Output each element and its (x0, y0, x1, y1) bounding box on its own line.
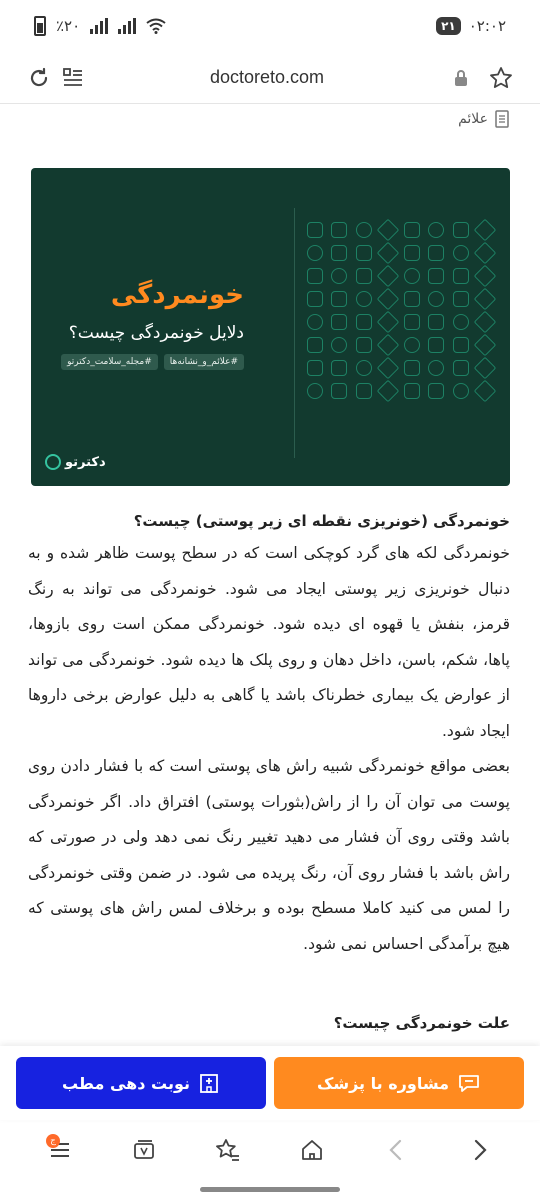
chevron-right-icon (470, 1138, 490, 1162)
doctoreto-logo (45, 454, 106, 470)
browser-bottom-nav (0, 1120, 540, 1180)
hero-medical-icons-pattern (307, 222, 497, 399)
breadcrumb[interactable] (458, 110, 510, 128)
article-heading: خونمردگی (خونریزی نقطه ای زیر پوستی) چیست؟ (133, 512, 510, 530)
appointment-label: نوبت دهی مطب (61, 1073, 191, 1093)
status-right (436, 17, 506, 35)
notification-badge: ۲۱ (436, 17, 461, 35)
status-bar (0, 0, 540, 52)
clock: ۰۲:۰۲ (468, 17, 506, 35)
consult-label: مشاوره با پزشک (316, 1073, 450, 1093)
consult-button[interactable] (274, 1057, 524, 1109)
document-icon (494, 110, 510, 128)
hero-divider (294, 208, 295, 458)
breadcrumb-label[interactable]: علائم (458, 111, 488, 127)
wifi-icon (146, 18, 166, 34)
battery-icon (34, 16, 46, 36)
bookmark-star-icon[interactable] (484, 61, 518, 95)
hero-banner (31, 168, 510, 486)
tabs-button[interactable] (122, 1128, 166, 1172)
appointment-button[interactable] (16, 1057, 266, 1109)
home-icon (300, 1138, 324, 1162)
bookmarks-button[interactable] (206, 1128, 250, 1172)
forward-button[interactable] (458, 1128, 502, 1172)
back-button[interactable] (374, 1128, 418, 1172)
menu-button[interactable] (38, 1128, 82, 1172)
hero-tag: #مجله_سلامت_دکترتو (61, 354, 158, 370)
article-body (28, 512, 510, 962)
gesture-handle[interactable] (200, 1187, 340, 1192)
status-left (34, 16, 166, 36)
logo-mark-icon (45, 454, 61, 470)
cta-bar (0, 1046, 540, 1120)
home-button[interactable] (290, 1128, 334, 1172)
clinic-icon (198, 1072, 220, 1094)
browser-toolbar (0, 52, 540, 104)
battery-percent: ٪۲۰ (56, 17, 81, 35)
chevron-left-icon (386, 1138, 406, 1162)
reader-mode-icon[interactable] (56, 61, 90, 95)
chat-doctor-icon (457, 1072, 481, 1094)
article-heading: علت خونمردگی چیست؟ (333, 1014, 510, 1032)
signal-icon (90, 18, 108, 34)
article-paragraph: خونمردگی لکه های گرد کوچکی است که در سطح پوست ظاهر شده و به دنبال خونریزی زیر پوستی ایجاد می شود. خونمردگی می تواند به رنگ قرمز، بنفش یا قهوه ای دیده شود. خونمردگی ممکن است روی بازوها، پاها، شکم، باسن، داخل دهان و روی پلک ها دیده شود. خونمردگی می تواند از عوارض یک بیماری خطرناک باشد یا گاهی به دلیل عوارض برخی داروها ایجاد شود. (28, 544, 510, 740)
menu-badge: ج (46, 1134, 60, 1148)
star-list-icon (215, 1138, 241, 1162)
logo-text: دکترتو (65, 454, 106, 470)
lock-icon (444, 61, 478, 95)
article-paragraph: بعضی مواقع خونمردگی شبیه راش های پوستی است که با فشار دادن روی پوست می توان آن را از راش(بثورات پوستی) افتراق داد. اگر خونمردگی باشد وقتی روی آن فشار می دهید تغییر رنگ نمی دهد ولی در صورتی که راش باشد با فشار روی آن، رنگ پریده می شود. در ضمن وقتی خونمردگی را لمس می کنید کاملا مسطح بوده و برخلاف لمس راش های پوستی که هیچ برآمدگی احساس نمی شود. (28, 757, 510, 953)
hero-tags (61, 354, 244, 370)
signal-icon-2 (118, 18, 136, 34)
hero-tag: #علائم_و_نشانه‌ها (164, 354, 244, 370)
reload-icon[interactable] (22, 61, 56, 95)
url-field[interactable]: doctoreto.com (209, 67, 325, 87)
tabs-icon (131, 1138, 157, 1162)
hero-subtitle: دلایل خونمردگی چیست؟ (68, 323, 244, 343)
hero-title: خونمردگی (110, 280, 244, 310)
